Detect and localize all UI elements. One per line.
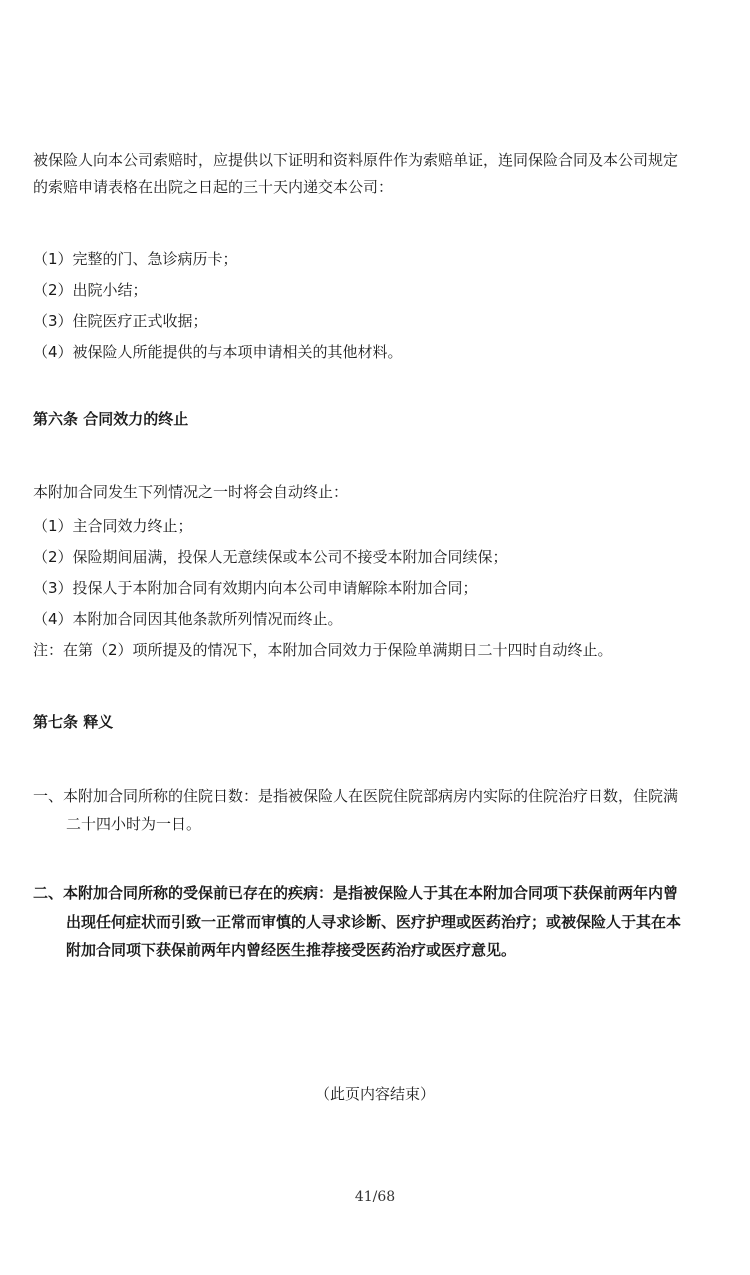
article6-item-1: （1）主合同效力终止；: [33, 517, 193, 535]
article6-intro: 本附加合同发生下列情况之一时将会自动终止：: [33, 483, 349, 501]
page-number: 41/68: [354, 1189, 396, 1205]
claims-item-4: （4）被保险人所能提供的与本项申请相关的其他材料。: [33, 343, 403, 361]
claims-item-1: （1）完整的门、急诊病历卡；: [33, 250, 238, 268]
article6-item-4: （4）本附加合同因其他条款所列情况而终止。: [33, 610, 343, 628]
end-of-page-note: （此页内容结束）: [314, 1085, 435, 1103]
definition-2-line-3: 附加合同项下获保前两年内曾经医生推荐接受医药治疗或医疗意见。: [66, 941, 517, 959]
definition-2-line-1: 二、本附加合同所称的受保前已存在的疾病：是指被保险人于其在本附加合同项下获保前两年内曾: [33, 884, 679, 902]
article7-heading: 第七条 释义: [33, 713, 114, 731]
definition-1-line-2: 二十四小时为一日。: [66, 815, 202, 833]
article6-item-2: （2）保险期间届满，投保人无意续保或本公司不接受本附加合同续保；: [33, 548, 508, 566]
article6-item-3: （3）投保人于本附加合同有效期内向本公司申请解除本附加合同；: [33, 579, 478, 597]
article6-heading: 第六条 合同效力的终止: [33, 410, 189, 428]
definition-1-line-1: 一、本附加合同所称的住院日数：是指被保险人在医院住院部病房内实际的住院治疗日数，住院满: [33, 787, 679, 805]
claims-intro-line-1: 被保险人向本公司索赔时，应提供以下证明和资料原件作为索赔单证，连同保险合同及本公司规定: [33, 151, 679, 169]
article6-note: 注：在第（2）项所提及的情况下，本附加合同效力于保险单满期日二十四时自动终止。: [33, 641, 613, 659]
claims-intro-line-2: 的索赔申请表格在出院之日起的三十天内递交本公司：: [33, 178, 394, 196]
claims-item-2: （2）出院小结；: [33, 281, 148, 299]
definition-2-line-2: 出现任何症状而引致一正常而审慎的人寻求诊断、医疗护理或医药治疗；或被保险人于其在本: [66, 913, 682, 931]
claims-item-3: （3）住院医疗正式收据；: [33, 312, 208, 330]
